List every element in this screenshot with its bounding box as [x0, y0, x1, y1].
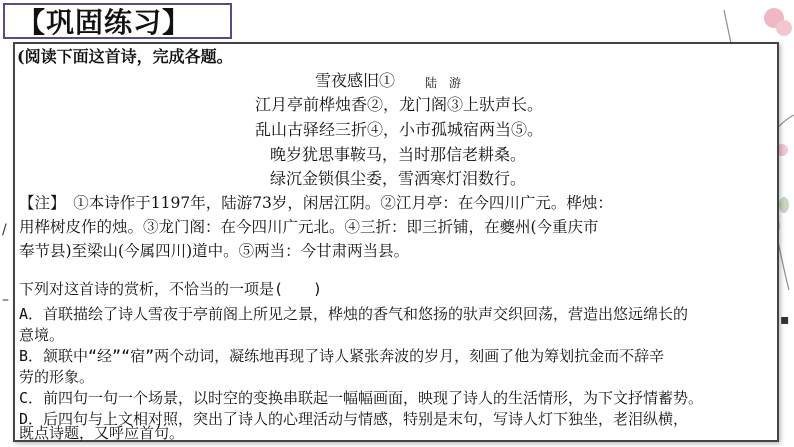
question-card — [13, 42, 779, 442]
note-line: 【注】 ①本诗作于1197年，陆游73岁，闲居江阴。②江月亭：在今四川广元。桦烛： — [19, 194, 613, 212]
option-d: D．后四句与上文相对照，突出了诗人的心理活动与情感，特别是末句，写诗人灯下独坐，老泪纵横， — [19, 410, 689, 428]
section-title: 【巩固练习】 — [17, 6, 192, 39]
option-a: A．首联描绘了诗人雪夜于亭前阁上所见之景，桦烛的香气和悠扬的驮声交织回荡，营造出悠远绵长的 — [19, 305, 689, 323]
question-intro: (阅读下面这首诗，完成各题。 — [17, 47, 233, 66]
poem-line: 乱山古驿经三折④，小市孤城宿两当⑤。 — [255, 120, 544, 139]
option-c: C．前四句一句一个场景，以时空的变换串联起一幅幅画面，映现了诗人的生活情形，为下文抒情蓄势。 — [19, 389, 704, 407]
question-prompt: 下列对这首诗的赏析，不恰当的一项是( ) — [19, 280, 323, 298]
note-line: 奉节县)至梁山(今属四川)道中。⑤两当：今甘肃两当县。 — [19, 242, 410, 260]
edge-mark-right: ▪ — [780, 312, 790, 328]
option-a-cont: 意境。 — [19, 326, 65, 344]
edge-mark-left-lower: – — [2, 292, 9, 308]
poem-author: 陆 游 — [425, 76, 462, 90]
option-b: B．颔联中“经”“宿”两个动词，凝练地再现了诗人紧张奔波的岁月，刻画了他为筹划抗金而不辞辛 — [19, 347, 665, 365]
option-d-cont: 既点诗题，又呼应首句。 — [19, 424, 185, 442]
poem-line: 绿沉金锁俱尘委，雪洒寒灯泪数行。 — [270, 169, 527, 188]
note-line: 用桦树皮作的烛。③龙门阁：在今四川广元北。④三折：即三折铺，在夔州(今重庆市 — [19, 218, 599, 236]
poem-line: 晚岁犹思事鞍马，当时那信老耕桑。 — [270, 145, 527, 164]
poem-line: 江月亭前桦烛香②，龙门阁③上驮声长。 — [255, 95, 544, 114]
edge-mark-left: / — [2, 222, 7, 238]
poem-title: 雪夜感旧① — [315, 71, 396, 90]
option-b-cont: 劳的形象。 — [19, 368, 95, 386]
section-title-box — [3, 3, 232, 39]
